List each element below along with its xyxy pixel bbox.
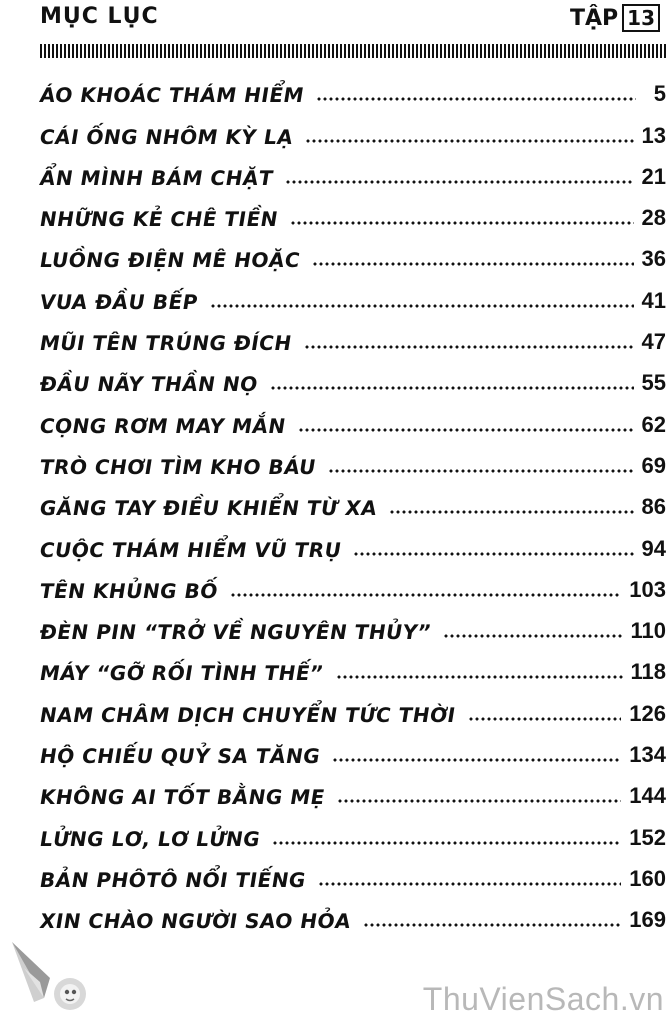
entry-page-number: 144 [629, 783, 666, 809]
entry-title: ĐÈN PIN “TRỞ VỀ NGUYÊN THỦY” [39, 620, 432, 645]
toc-entry [40, 190, 666, 231]
toc-entry [40, 685, 666, 726]
dot-leader [305, 139, 633, 143]
entry-page-number: 47 [641, 329, 666, 355]
dot-leader [312, 262, 633, 266]
toc-entry [40, 355, 666, 396]
entry-page-number: 94 [641, 535, 666, 561]
dot-leader [443, 634, 622, 638]
paper-plane-logo-icon [4, 938, 96, 1018]
entry-title: HỘ CHIẾU QUỶ SA TĂNG [39, 744, 321, 769]
entry-page-number: 55 [641, 370, 666, 396]
entry-page-number: 28 [641, 205, 666, 231]
header-divider [40, 44, 666, 58]
dot-leader [353, 552, 633, 556]
toc-entry [40, 272, 666, 313]
toc-entry [40, 231, 666, 272]
volume-indicator [570, 4, 660, 32]
entry-title: KHÔNG AI TỐT BẰNG MẸ [39, 785, 326, 810]
dot-leader [285, 180, 633, 184]
volume-number: 13 [622, 4, 660, 32]
toc-entry [40, 66, 666, 107]
toc-entry [40, 149, 666, 190]
toc-entry [40, 562, 666, 603]
entry-title: ĐẦU NÃY THẦN NỌ [39, 372, 259, 397]
dot-leader [389, 510, 633, 514]
toc-entry [40, 727, 666, 768]
dot-leader [270, 386, 634, 390]
dot-leader [332, 758, 621, 762]
entry-title: CỌNG RƠM MAY MẮN [39, 413, 287, 438]
entry-page-number: 160 [629, 865, 666, 891]
entry-page-number: 152 [629, 824, 666, 850]
volume-label: TẬP [569, 5, 619, 31]
entry-title: MÁY “GỠ RỐI TÌNH THẾ” [39, 661, 324, 686]
toc-entry [40, 809, 666, 850]
entry-title: GĂNG TAY ĐIỀU KHIỂN TỪ XA [39, 496, 378, 521]
dot-leader [272, 841, 621, 845]
dot-leader [304, 345, 634, 349]
toc-entry [40, 438, 666, 479]
entry-title: CUỘC THÁM HIỂM VŨ TRỤ [39, 537, 342, 562]
table-of-contents [40, 66, 666, 933]
entry-title: ÁO KHOÁC THÁM HIỂM [39, 83, 305, 108]
toc-entry [40, 479, 666, 520]
entry-page-number: 21 [641, 163, 666, 189]
entry-page-number: 103 [629, 576, 666, 602]
entry-title: VUA ĐẦU BẾP [39, 289, 199, 314]
entry-page-number: 110 [630, 618, 666, 644]
dot-leader [336, 675, 623, 679]
entry-page-number: 86 [641, 494, 666, 520]
entry-page-number: 41 [641, 287, 666, 313]
entry-title: BẢN PHÔTÔ NỔI TIẾNG [39, 867, 307, 892]
toc-entry [40, 768, 666, 809]
dot-leader [328, 469, 633, 473]
dot-leader [230, 593, 621, 597]
entry-title: CÁI ỐNG NHÔM KỲ LẠ [39, 124, 294, 149]
entry-page-number: 134 [629, 742, 666, 768]
dot-leader [316, 97, 636, 101]
entry-title: LỬNG LƠ, LƠ LỬNG [39, 826, 261, 851]
entry-title: NHỮNG KẺ CHÊ TIỀN [39, 207, 279, 232]
entry-page-number: 118 [630, 659, 666, 685]
toc-entry [40, 644, 666, 685]
entry-page-number: 5 [653, 81, 666, 107]
entry-page-number: 13 [641, 122, 666, 148]
entry-title: LUỒNG ĐIỆN MÊ HOẶC [39, 248, 301, 273]
toc-entry [40, 603, 666, 644]
dot-leader [363, 923, 621, 927]
dot-leader [337, 799, 621, 803]
entry-title: TÊN KHỦNG BỐ [39, 578, 219, 603]
entry-title: TRÒ CHƠI TÌM KHO BÁU [39, 454, 317, 479]
toc-entry [40, 851, 666, 892]
entry-page-number: 126 [629, 700, 666, 726]
entry-page-number: 69 [641, 452, 666, 478]
entry-title: XIN CHÀO NGƯỜI SAO HỎA [39, 909, 352, 934]
entry-title: NAM CHÂM DỊCH CHUYỂN TỨC THỜI [39, 702, 457, 727]
dot-leader [290, 221, 634, 225]
entry-title: ẨN MÌNH BÁM CHẶT [39, 165, 274, 190]
dot-leader [210, 304, 634, 308]
page-header [40, 4, 664, 40]
entry-page-number: 169 [629, 907, 666, 933]
toc-entry [40, 314, 666, 355]
entry-title: MŨI TÊN TRÚNG ĐÍCH [39, 331, 293, 356]
toc-entry [40, 892, 666, 933]
dot-leader [468, 717, 622, 721]
toc-entry [40, 107, 666, 148]
entry-page-number: 62 [641, 411, 666, 437]
page-title: MỤC LỤC [40, 4, 159, 29]
entry-page-number: 36 [641, 246, 666, 272]
watermark-text: ThuVienSach.vn [422, 981, 664, 1017]
dot-leader [318, 882, 621, 886]
dot-leader [298, 428, 634, 432]
toc-entry [40, 520, 666, 561]
toc-entry [40, 396, 666, 437]
